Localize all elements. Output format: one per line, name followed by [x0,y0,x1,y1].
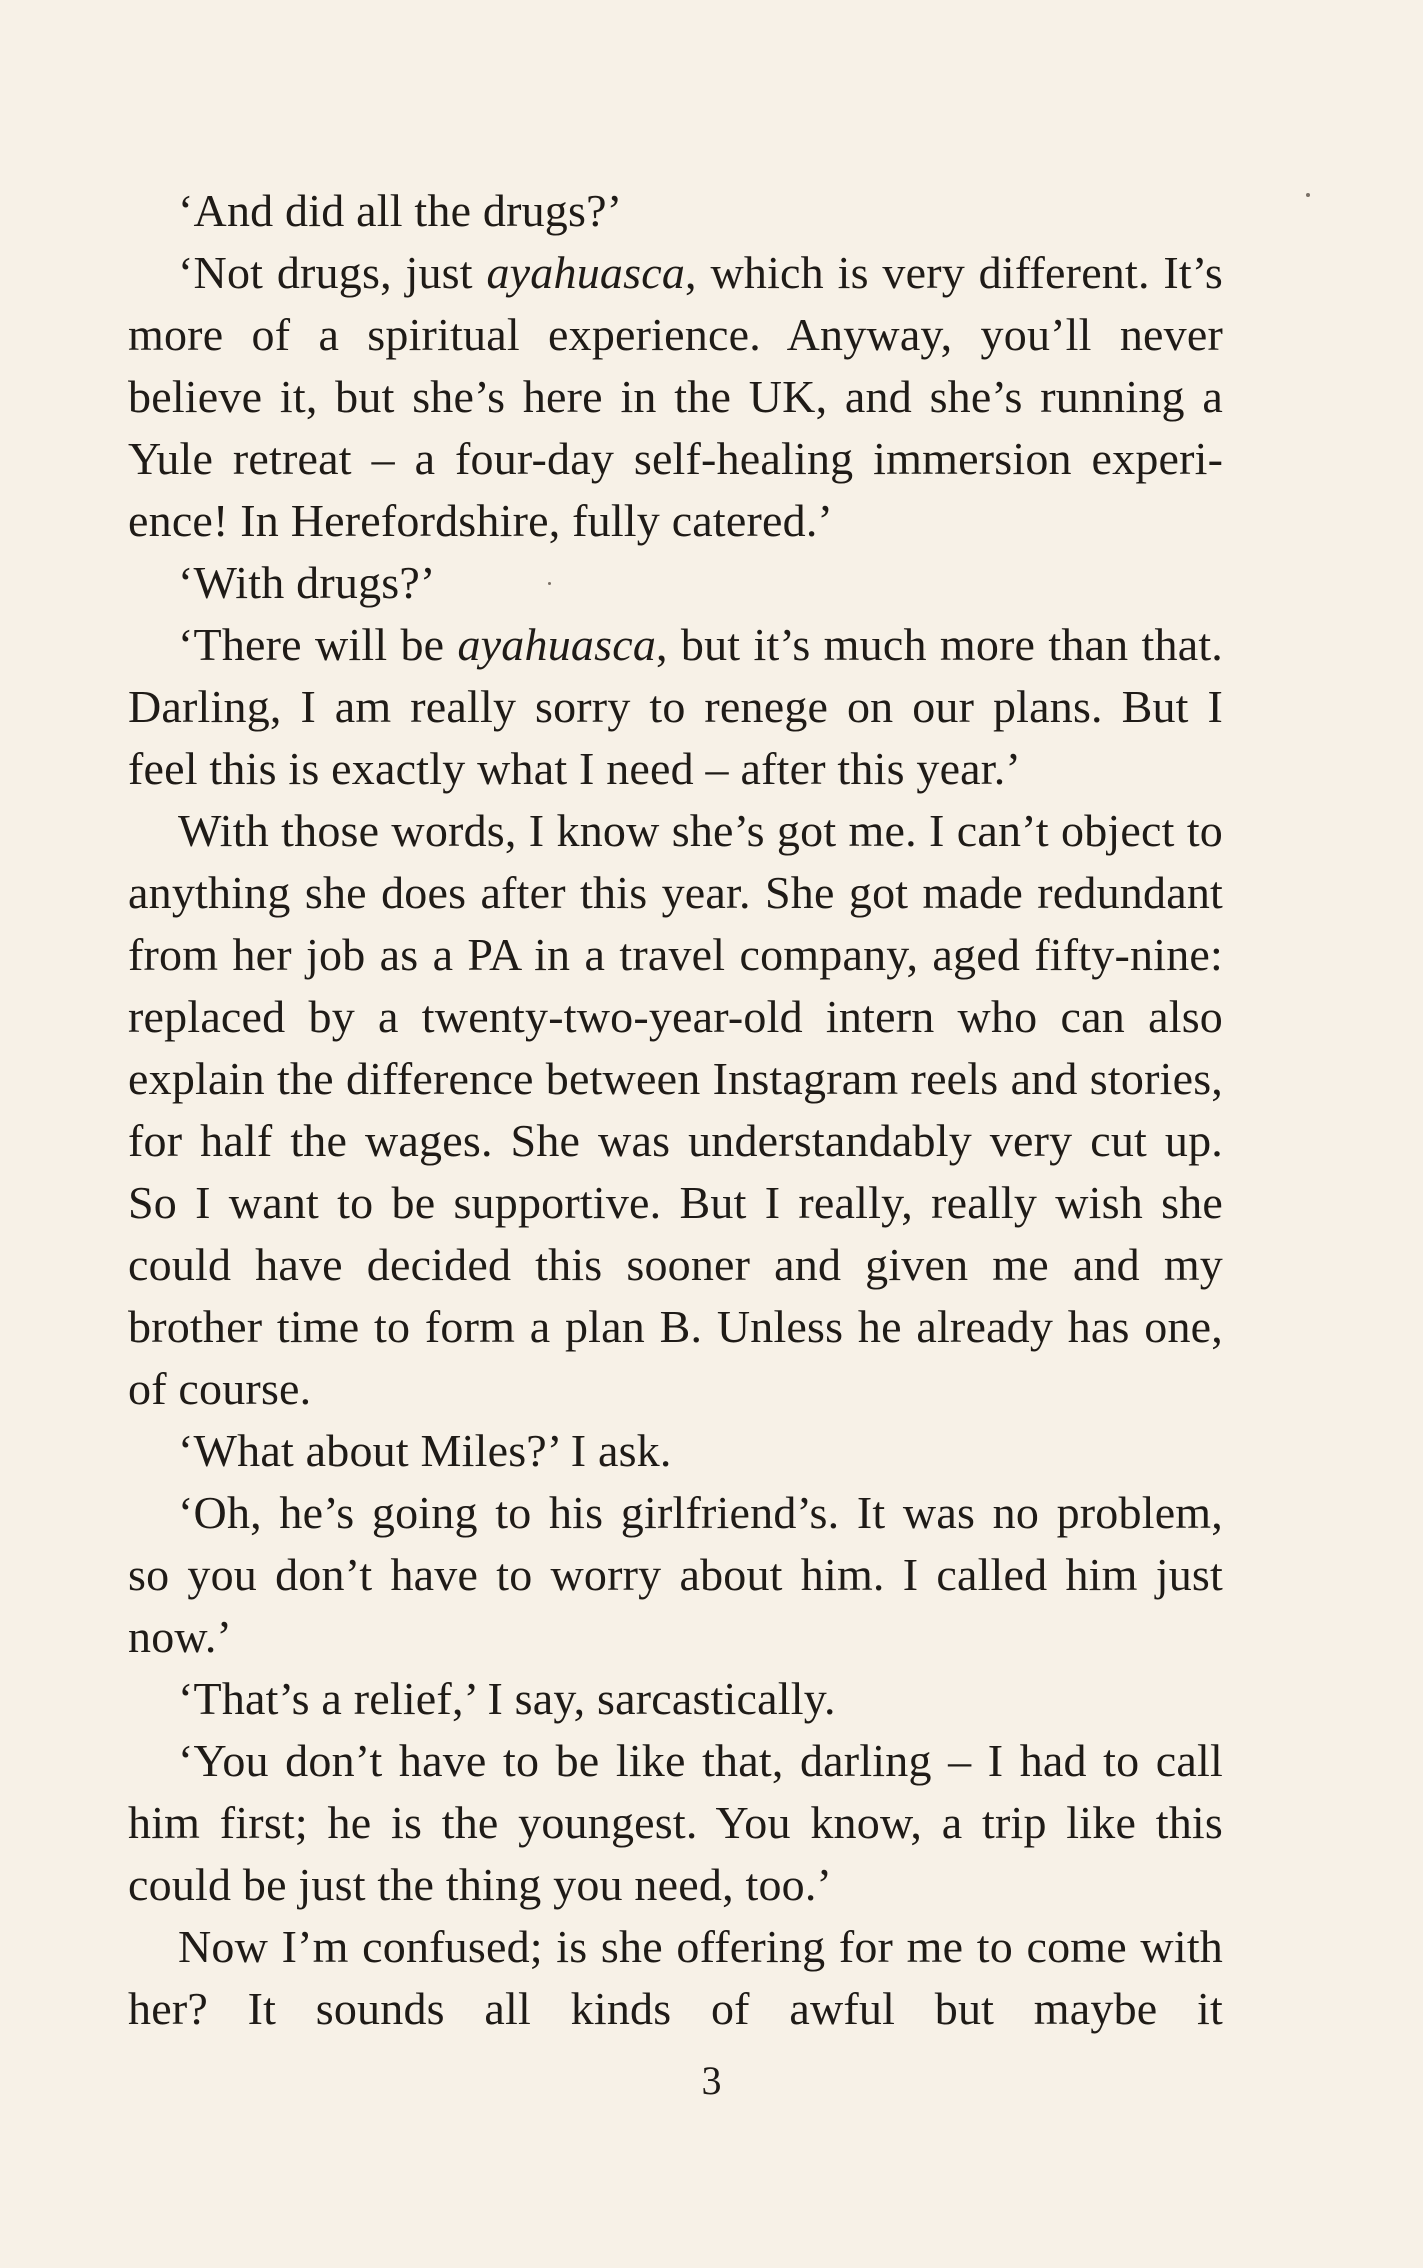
paragraph [128,242,1223,552]
paragraph-text: ‘Not drugs, just [178,247,487,298]
paragraph [128,552,1223,614]
paragraph [128,1730,1223,1916]
paragraph-text: Now I’m confused; is she offering for me to come with her? It sounds all kinds of awful but maybe it [128,1921,1223,2034]
paragraph-text: , which is very different. It’s more of a spiritual experience. Anyway, you’ll never believe it, but she’s here in the UK, and she’s running a Yule retreat – a four-day self-healing immersion experience! In Herefordshire, fully catered.’ [128,247,1223,546]
page-speck [1306,193,1310,197]
page-number: 3 [701,2058,722,2103]
italic-text: ayahuasca [486,247,686,298]
italic-text: ayahuasca [457,619,657,670]
body-text [128,180,1223,2040]
paragraph [128,1916,1223,2040]
page-speck [548,582,551,585]
paragraph-text: ‘With drugs?’ [178,557,436,608]
paragraph-text: With those words, I know she’s got me. I can’t object to anything she does after this year. She got made redundant from her job as a PA in a travel company, aged fifty-nine: replaced by a twenty-two-year-old intern who can also explain the difference between Instagram reels and stories, for half the wages. She was understandably very cut up. So I want to be supportive. But I really, really wish she could have decided this sooner and given me and my brother time to form a plan B. Unless he already has one, of course. [128,805,1223,1414]
paragraph-text: , but it’s much more than that. Darling, I am really sorry to renege on our plans. But I feel this is exactly what I need – after this year.’ [128,619,1223,794]
paragraph-text: ‘You don’t have to be like that, darling – I had to call him first; he is the youngest. You know, a trip like this could be just the thing you need, too.’ [128,1735,1223,1910]
paragraph [128,1420,1223,1482]
paragraph-text: ‘And did all the drugs?’ [178,185,623,236]
paragraph [128,1482,1223,1668]
paragraph [128,180,1223,242]
paragraph [128,1668,1223,1730]
paragraph-text: ‘There will be [178,619,458,670]
paragraph [128,800,1223,1420]
paragraph-text: ‘Oh, he’s going to his girlfriend’s. It was no problem, so you don’t have to worry about him. I called him just now.’ [128,1487,1223,1662]
paragraph [128,614,1223,800]
paragraph-text: ‘That’s a relief,’ I say, sarcastically. [178,1673,836,1724]
paragraph-text: ‘What about Miles?’ I ask. [178,1425,672,1476]
